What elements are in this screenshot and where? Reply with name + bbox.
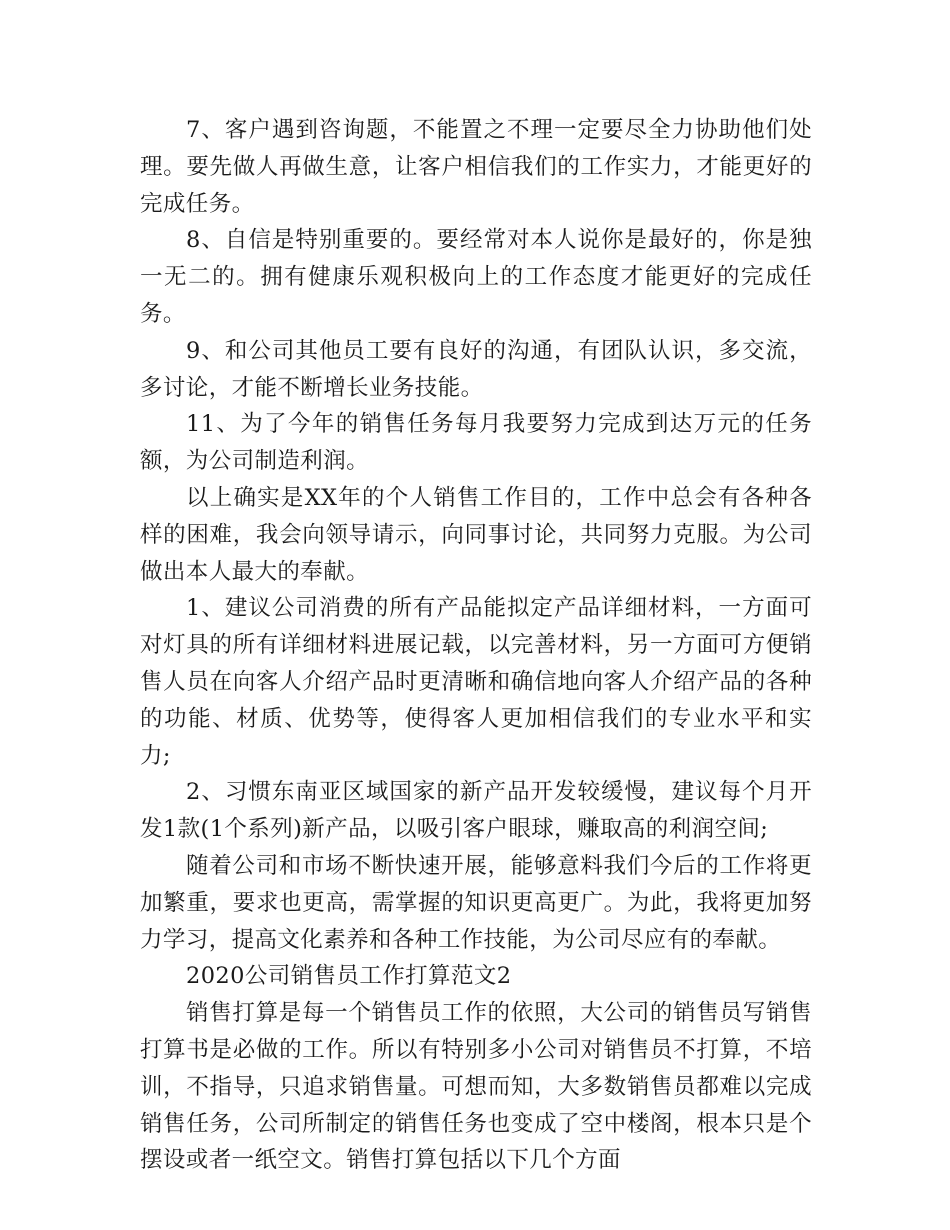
paragraph-customer-consultation: 7、客户遇到咨询题，不能置之不理一定要尽全力协助他们处理。要先做人再做生意，让客户相信我们的工作实力，才能更好的完成任务。 bbox=[140, 117, 812, 217]
paragraph-annual-goal-summary: 以上确实是XX年的个人销售工作目的，工作中总会有各种各样的困难，我会向领导请示，向同事讨论，共同努力克服。为公司做出本人最大的奉献。 bbox=[140, 484, 812, 585]
paragraph-sales-plan-intro: 销售打算是每一个销售员工作的依照，大公司的销售员写销售打算书是必做的工作。所以有特别多小公司对销售员不打算，不培训，不指导，只追求销售量。可想而知，大多数销售员都难以完成销售任务，公司所制定的销售任务也变成了空中楼阁，根本只是个摆设或者一纸空文。销售打算包括以下几个方面 bbox=[140, 1000, 812, 1174]
paragraph-self-confidence: 8、自信是特别重要的。要经常对本人说你是最好的，你是独一无二的。拥有健康乐观积极向上的工作态度才能更好的完成任务。 bbox=[140, 227, 812, 327]
paragraph-suggestion-new-products: 2、习惯东南亚区域国家的新产品开发较缓慢，建议每个月开发1款(1个系列)新产品，以吸引客户眼球，赚取高的利润空间; bbox=[140, 779, 812, 843]
document-body bbox=[140, 112, 812, 1179]
paragraph-monthly-target: 11、为了今年的销售任务每月我要努力完成到达万元的任务额，为公司制造利润。 bbox=[140, 411, 812, 475]
paragraph-team-communication: 9、和公司其他员工要有良好的沟通，有团队认识，多交流，多讨论，才能不断增长业务技能。 bbox=[140, 337, 812, 401]
paragraph-future-outlook: 随着公司和市场不断快速开展，能够意料我们今后的工作将更加繁重，要求也更高，需掌握的知识更高更广。为此，我将更加努力学习，提高文化素养和各种工作技能，为公司尽应有的奉献。 bbox=[140, 852, 812, 953]
section-heading: 2020公司销售员工作打算范文2 bbox=[186, 963, 512, 990]
paragraph-suggestion-product-materials: 1、建议公司消费的所有产品能拟定产品详细材料，一方面可对灯具的所有详细材料进展记载，以完善材料，另一方面可方便销售人员在向客人介绍产品时更清晰和确信地向客人介绍产品的各种的功能、材质、优势等，使得客人更加相信我们的专业水平和实力; bbox=[140, 595, 812, 769]
